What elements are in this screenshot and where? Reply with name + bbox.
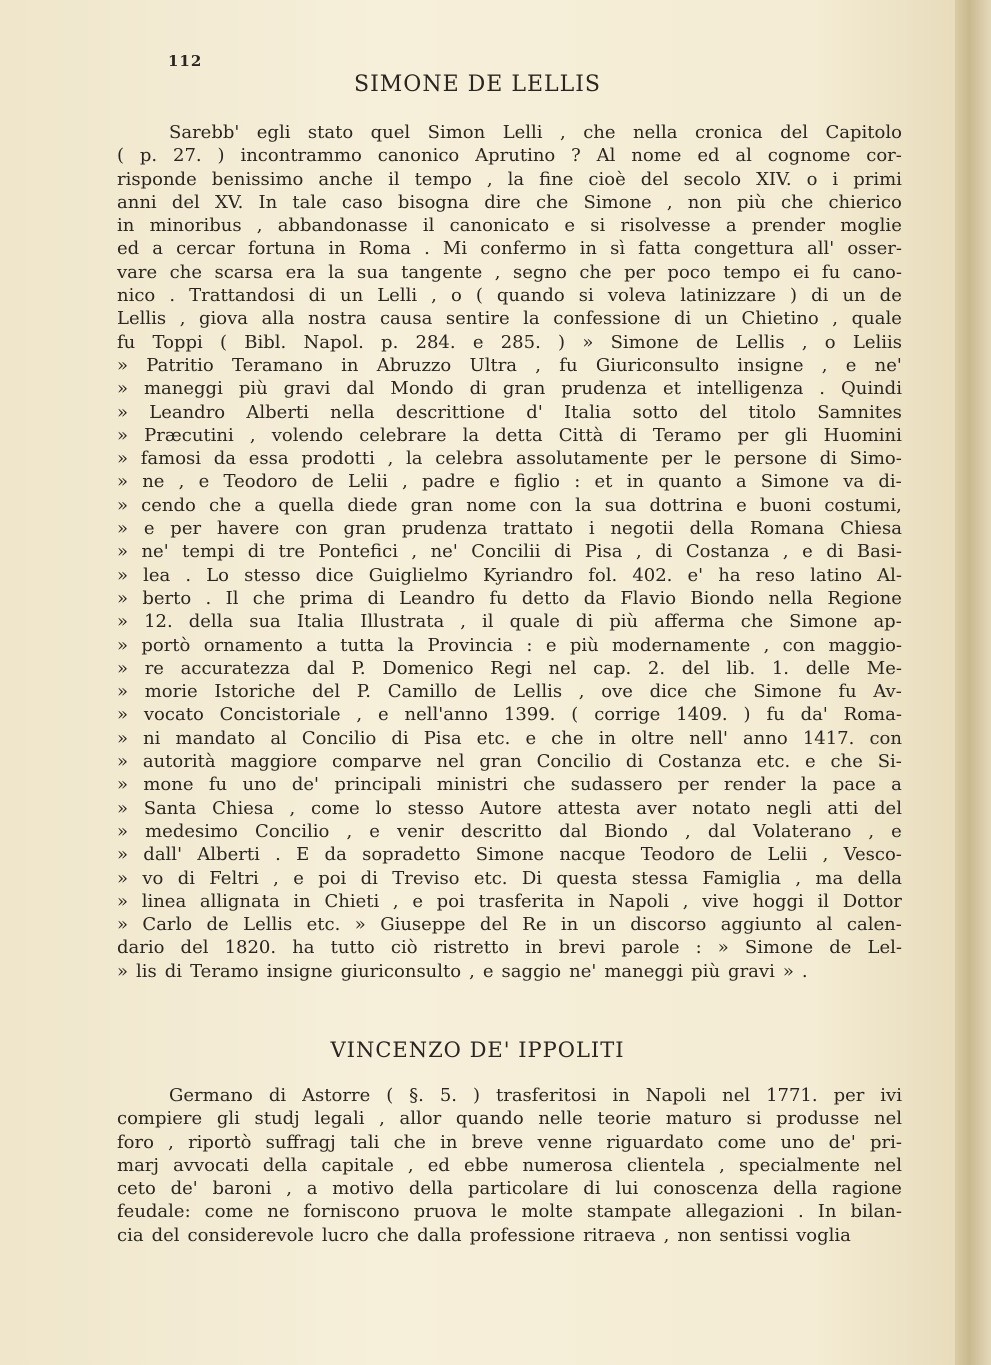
text-line: » Patritio Teramano in Abruzzo Ultra , fu Giuriconsulto insigne , e ne' [117, 354, 902, 376]
text-line: marj avvocati della capitale , ed ebbe numerosa clientela , specialmente nel [117, 1154, 902, 1176]
running-head: SIMONE DE LELLIS [354, 72, 601, 97]
page-edge [955, 0, 991, 1365]
text-line: anni del XV. In tale caso bisogna dire che Simone , non più che chierico [117, 191, 902, 213]
text-line: » e per havere con gran prudenza trattato i negotii della Romana Chiesa [117, 518, 902, 540]
text-line: fu Toppi ( Bibl. Napol. p. 284. e 285. ) » Simone de Lellis , o Leliis [117, 331, 902, 353]
text-line: » linea allignata in Chieti , e poi trasferita in Napoli , vive hoggi il Dottor [117, 890, 902, 912]
text-line: » famosi da essa prodotti , la celebra assolutamente per le persone di Simo- [117, 448, 902, 470]
text-line: » lea . Lo stesso dice Guiglielmo Kyriandro fol. 402. e' ha reso latino Al- [117, 564, 902, 586]
text-line: » Præcutini , volendo celebrare la detta Città di Teramo per gli Huomini [117, 424, 902, 446]
text-line: ed a cercar fortuna in Roma . Mi confermo in sì fatta congettura all' osser- [117, 238, 902, 260]
text-line: Germano di Astorre ( §. 5. ) trasferitosi in Napoli nel 1771. per ivi [169, 1085, 902, 1106]
text-line: » re accuratezza dal P. Domenico Regi nel cap. 2. del lib. 1. delle Me- [117, 657, 902, 679]
text-line: » lis di Teramo insigne giuriconsulto , e saggio ne' maneggi più gravi » . [117, 960, 808, 982]
text-line: Sarebb' egli stato quel Simon Lelli , che nella cronica del Capitolo [169, 122, 902, 143]
text-line: ( p. 27. ) incontrammo canonico Aprutino ? Al nome ed al cognome cor- [117, 145, 902, 167]
text-line: feudale: come ne forniscono pruova le molte stampate allegazioni . In bilan- [117, 1201, 902, 1223]
text-line: in minoribus , abbandonasse il canonicato e si risolvesse a prender moglie [117, 215, 902, 237]
text-line: foro , riportò suffragj tali che in breve venne riguardato come uno de' pri- [117, 1131, 902, 1153]
text-line: » mone fu uno de' principali ministri che sudassero per render la pace a [117, 774, 902, 796]
text-line: cia del considerevole lucro che dalla professione ritraeva , non sentissi voglia [117, 1224, 851, 1246]
paragraph-simone [117, 121, 902, 983]
paragraph-vincenzo [117, 1084, 902, 1247]
text-line: » vo di Feltri , e poi di Treviso etc. Di questa stessa Famiglia , ma della [117, 867, 902, 889]
text-line: » maneggi più gravi dal Mondo di gran prudenza et intelligenza . Quindi [117, 378, 902, 400]
text-line: » 12. della sua Italia Illustrata , il quale di più afferma che Simone ap- [117, 611, 902, 633]
text-line: » autorità maggiore comparve nel gran Concilio di Costanza etc. e che Si- [117, 751, 902, 773]
text-line: » Carlo de Lellis etc. » Giuseppe del Re in un discorso aggiunto al calen- [117, 914, 902, 936]
text-line: » Santa Chiesa , come lo stesso Autore attesta aver notato negli atti del [117, 797, 902, 819]
text-line: » vocato Concistoriale , e nell'anno 1399. ( corrige 1409. ) fu da' Roma- [117, 704, 902, 726]
text-line: Lellis , giova alla nostra causa sentire la confessione di un Chietino , quale [117, 308, 902, 330]
text-line: » morie Istoriche del P. Camillo de Lellis , ove dice che Simone fu Av- [117, 681, 902, 703]
section-title: VINCENZO DE' IPPOLITI [330, 1038, 625, 1062]
text-line: dario del 1820. ha tutto ciò ristretto in brevi parole : » Simone de Lel- [117, 937, 902, 959]
text-line: » Leandro Alberti nella descrittione d' Italia sotto del titolo Samnites [117, 401, 902, 423]
text-line: compiere gli studj legali , allor quando nelle teorie maturo si produsse nel [117, 1108, 902, 1130]
text-line: » portò ornamento a tutta la Provincia : e più modernamente , con maggio- [117, 634, 902, 656]
text-line: nico . Trattandosi di un Lelli , o ( quando si voleva latinizzare ) di un de [117, 285, 902, 307]
text-line: » dall' Alberti . E da sopradetto Simone nacque Teodoro de Lelii , Vesco- [117, 844, 902, 866]
text-line: » berto . Il che prima di Leandro fu detto da Flavio Biondo nella Regione [117, 587, 902, 609]
text-line: » cendo che a quella diede gran nome con la sua dottrina e buoni costumi, [117, 494, 902, 516]
text-line: » medesimo Concilio , e venir descritto dal Biondo , dal Volaterano , e [117, 820, 902, 842]
text-line: » ni mandato al Concilio di Pisa etc. e che in oltre nell' anno 1417. con [117, 727, 902, 749]
text-line: » ne' tempi di tre Pontefici , ne' Concilii di Pisa , di Costanza , e di Basi- [117, 541, 902, 563]
text-line: risponde benissimo anche il tempo , la fine cioè del secolo XIV. o i primi [117, 168, 902, 190]
text-line: ceto de' baroni , a motivo della particolare di lui conoscenza della ragione [117, 1178, 902, 1200]
text-line: » ne , e Teodoro de Lelii , padre e figlio : et in quanto a Simone va di- [117, 471, 902, 493]
text-line: vare che scarsa era la sua tangente , segno che per poco tempo ei fu cano- [117, 261, 902, 283]
page-number: 112 [168, 52, 203, 70]
